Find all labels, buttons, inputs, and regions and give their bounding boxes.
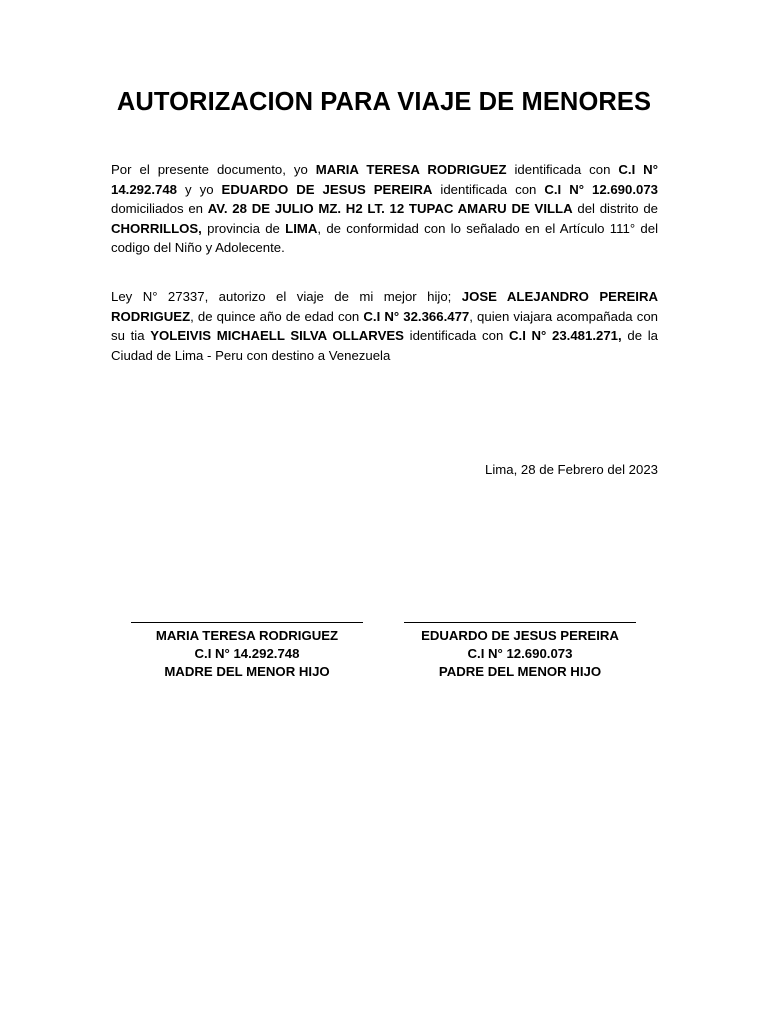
signature-block-mother xyxy=(131,614,363,681)
father-name: EDUARDO DE JESUS PEREIRA xyxy=(221,181,433,197)
text-fragment: de la Ciudad de Lima - Peru con destino a Venezuela xyxy=(111,328,658,363)
text-fragment: provincia de xyxy=(201,220,286,236)
signature-name: EDUARDO DE JESUS PEREIRA xyxy=(421,628,619,643)
signature-id: C.I N° 12.690.073 xyxy=(467,646,573,661)
text-fragment: identificada con xyxy=(506,162,619,177)
district: CHORRILLOS, xyxy=(111,220,202,236)
text-fragment: y yo xyxy=(177,181,222,197)
text-fragment: Por el presente documento, yo xyxy=(111,162,316,177)
text-fragment: Ley N° 27337, autorizo el viaje de mi mejor hijo; xyxy=(111,289,462,304)
paragraph-authorization-parents xyxy=(111,160,658,258)
companion-name: YOLEIVIS MICHAELL SILVA OLLARVES xyxy=(150,328,404,343)
document-date: Lima, 28 de Febrero del 2023 xyxy=(484,462,658,477)
document-title: AUTORIZACION PARA VIAJE DE MENORES xyxy=(116,88,652,116)
father-id: C.I N° 12.690.073 xyxy=(544,181,658,197)
signature-role: PADRE DEL MENOR HIJO xyxy=(438,664,602,679)
province: LIMA xyxy=(285,220,318,236)
signature-name: MARIA TERESA RODRIGUEZ xyxy=(155,628,339,643)
mother-name: MARIA TERESA RODRIGUEZ xyxy=(315,162,507,177)
companion-id: C.I N° 23.481.271, xyxy=(509,328,622,343)
text-fragment: , quien viajara acompañada con su tia xyxy=(111,308,658,343)
paragraph-authorization-trip xyxy=(111,287,658,365)
signature-block-father xyxy=(404,614,636,681)
text-fragment: identificada con xyxy=(432,181,545,197)
signature-line xyxy=(131,622,363,623)
text-fragment: , de quince año de edad con xyxy=(190,308,364,324)
signature-id: C.I N° 14.292.748 xyxy=(194,646,300,661)
signature-role: MADRE DEL MENOR HIJO xyxy=(164,664,330,679)
text-fragment: , de conformidad con lo señalado en el Artículo 111° del codigo del Niño y Adolecente. xyxy=(111,220,658,255)
text-fragment: del distrito de xyxy=(572,201,658,216)
child-name: JOSE ALEJANDRO PEREIRA RODRIGUEZ xyxy=(111,289,658,324)
text-fragment: domiciliados en xyxy=(111,201,208,216)
address: AV. 28 DE JULIO MZ. H2 LT. 12 TUPAC AMARU DE VILLA xyxy=(207,201,573,216)
child-id: C.I N° 32.366.477 xyxy=(363,308,470,324)
text-fragment: identificada con xyxy=(403,328,509,343)
mother-id: C.I N° 14.292.748 xyxy=(111,162,658,197)
signature-line xyxy=(404,622,636,623)
